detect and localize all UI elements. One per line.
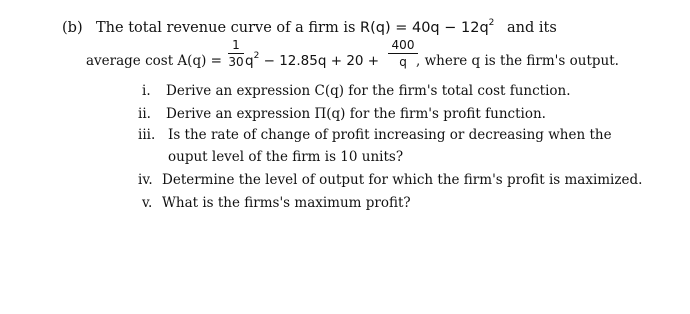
fraction2-numerator: 400 — [391, 38, 415, 52]
revenue-lhs: R(q) = 40q − 12q — [360, 20, 489, 36]
fraction2-bar — [388, 53, 418, 54]
item-number: v. — [142, 195, 153, 211]
intro-line — [96, 20, 557, 36]
fraction2-denominator: q — [399, 55, 407, 69]
avg-q: q — [245, 53, 254, 69]
item-text: Determine the level of output for which the firm's profit is maximized. — [162, 172, 643, 188]
problem-label: (b) — [62, 20, 83, 36]
average-cost-label: average cost A(q) = — [86, 53, 222, 69]
revenue-tail: and its — [507, 20, 557, 36]
item-number: iii. — [138, 127, 156, 143]
item-number: iv. — [138, 172, 153, 188]
average-cost-lhs — [86, 53, 222, 69]
fraction1-bar — [228, 53, 244, 54]
average-cost-tail — [416, 53, 619, 69]
intro-text: The total revenue curve of a firm is — [96, 20, 356, 36]
revenue-exponent: 2 — [488, 18, 495, 28]
item-text: What is the firms's maximum profit? — [162, 195, 411, 211]
fraction-one-thirtieth — [228, 38, 244, 69]
item-text: Derive an expression Π(q) for the firm's profit function. — [166, 106, 546, 122]
avg-rest: − 12.85q + 20 + — [259, 53, 380, 69]
fraction1-numerator: 1 — [232, 38, 240, 52]
item-number: i. — [142, 83, 151, 99]
fraction-400-over-q — [388, 38, 418, 69]
item-text: ouput level of the firm is 10 units? — [168, 149, 404, 165]
average-cost-middle — [245, 53, 379, 69]
revenue-equation — [360, 20, 499, 36]
item-text: Derive an expression C(q) for the firm's total cost function. — [166, 83, 571, 99]
item-text: Is the rate of change of profit increasing or decreasing when the — [168, 127, 612, 143]
fraction1-denominator: 30 — [228, 55, 244, 69]
avg-tail-text: , where q is the firm's output. — [416, 53, 619, 69]
avg-exponent: 2 — [253, 51, 260, 61]
item-number: ii. — [138, 106, 151, 122]
